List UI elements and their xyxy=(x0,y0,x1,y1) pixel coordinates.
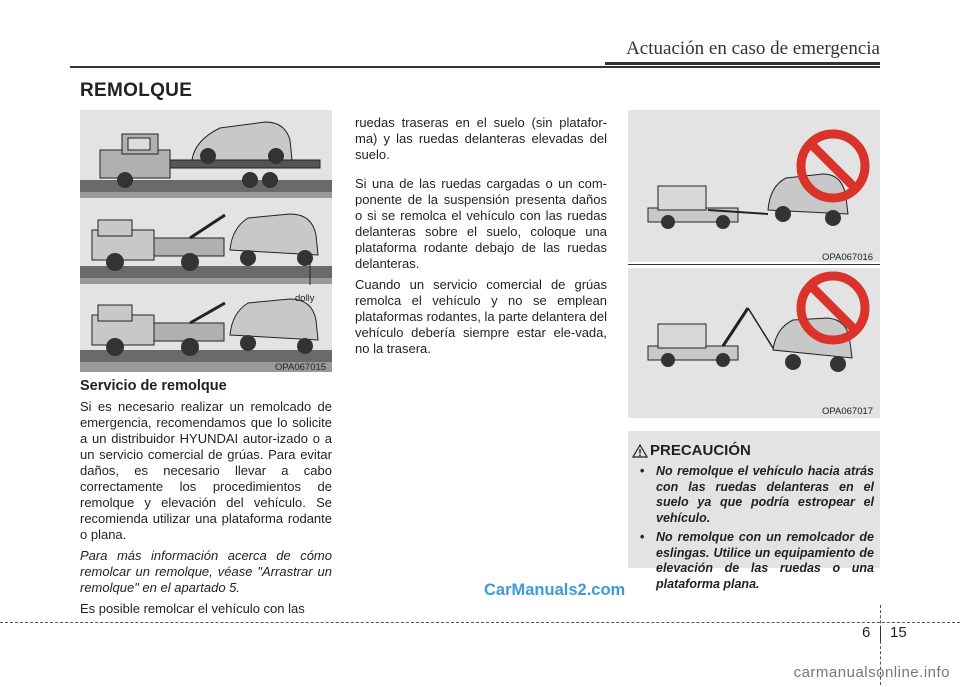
middle-column xyxy=(355,115,607,362)
header-rule xyxy=(70,66,880,68)
prohibited-sling-illustration xyxy=(628,268,880,418)
site-watermark: carmanualsonline.info xyxy=(793,664,950,681)
footer-rule xyxy=(0,622,960,623)
caution-item: • No remolque el vehículo hacia atrás con las ruedas delanteras en el suelo ya que podría estropear el vehículo. xyxy=(634,464,874,526)
watermark-link[interactable]: CarManuals2.com xyxy=(484,581,626,599)
caution-title: PRECAUCIÓN xyxy=(650,442,751,459)
paragraph: Si es necesario realizar un remolcado de emergencia, recomendamos que lo solicite a un distribuidor HYUNDAI autor-izado o a un servicio comercial de grúas. Para evitar daños, es necesario llevar a cabo correctamente los procedimientos de remolque y elevación del vehículo. Se recomienda utilizar una plataforma rodante o plana. xyxy=(80,399,332,542)
running-header: Actuación en caso de emergencia xyxy=(626,38,880,59)
paragraph: ruedas traseras en el suelo (sin platafor-ma) y las ruedas delanteras elevadas del suelo. xyxy=(355,115,607,162)
header-rule-thick xyxy=(605,62,880,65)
paragraph: Si una de las ruedas cargadas o un com-ponente de la suspensión presenta daños o si se remolca el vehículo con las ruedas delanteras sobre el suelo, coloque una plataforma rodante debajo de las ruedas delanteras. xyxy=(355,176,607,271)
left-column xyxy=(80,378,332,622)
paragraph: Es posible remolcar el vehículo con las xyxy=(80,601,305,616)
figure-code-right-bottom: OPA067017 xyxy=(822,406,874,417)
page-separator xyxy=(880,626,881,642)
paragraph: Cuando un servicio comercial de grúas remolca el vehículo y no se emplean plataformas rodantes, la parte delantera del vehículo debería siempre estar ele-vada, no la trasera. xyxy=(355,277,607,356)
page-number: 15 xyxy=(890,624,907,641)
figure-divider xyxy=(628,264,880,265)
caution-list xyxy=(634,464,874,596)
towing-methods-figure xyxy=(80,110,332,372)
prohibited-rear-lift-illustration xyxy=(628,110,880,262)
figure-code-right-top: OPA067016 xyxy=(822,252,874,263)
cross-reference-note: Para más información acerca de cómo remolcar un remolque, véase "Arrastrar un remolque" en el apartado 5. xyxy=(80,548,332,595)
towing-methods-illustration xyxy=(80,110,332,372)
dolly-label: dolly xyxy=(295,293,315,304)
prohibited-sling-figure xyxy=(628,268,880,418)
caution-box xyxy=(628,431,880,591)
warning-triangle-icon xyxy=(632,444,648,458)
figure-code-left: OPA067015 xyxy=(275,362,327,373)
section-title: REMOLQUE xyxy=(80,80,193,101)
chapter-number: 6 xyxy=(862,624,871,641)
subheading: Servicio de remolque xyxy=(80,378,227,394)
prohibited-rear-lift-figure xyxy=(628,110,880,262)
caution-item: • No remolque con un remolcador de eslingas. Utilice un equipamiento de elevación de las ruedas o una plataforma plana. xyxy=(634,530,874,592)
